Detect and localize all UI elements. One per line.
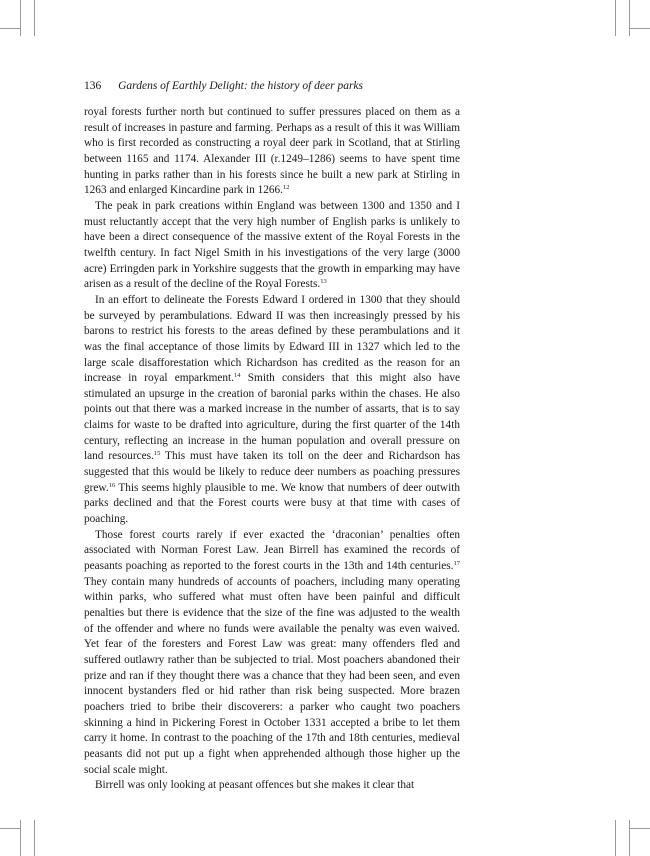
footnote-ref[interactable]: 13 [320, 278, 327, 286]
crop-mark [20, 820, 21, 856]
text-segment: In an effort to delineate the Forests Edward I ordered in 1300 that they should be surveyed by perambulations. Edward II was then increasingly pressed by his barons to restrict his forests to the areas defined by these perambulations and it was the final acceptance of those limits by Edward III in 1327 which led to the large scale disafforestation which Richardson has credited as the reason for an increase in royal emparkment. [84, 293, 460, 385]
crop-mark [0, 28, 20, 29]
crop-mark [20, 0, 21, 36]
crop-mark [34, 0, 35, 36]
text-segment: This seems highly plausible to me. We know that numbers of deer outwith parks declined and that the Forest courts were busy at that time with cases of poaching. [84, 481, 460, 526]
paragraph [84, 105, 460, 199]
crop-mark [630, 828, 650, 829]
text-segment: They contain many hundreds of accounts of poachers, including many operating within parks, who suffered what must often have been painful and difficult penalties but there is evidence that the size of the fine was adjusted to the wealth of the offender and where no funds were available the penalty was even waived. Yet fear of the foresters and Forest Law was great: many offenders fled and suffered outlawry rather than be subjected to trial. Most poachers abandoned their prize and ran if they thought there was a chance that they had been seen, and even innocent bystanders fled or hid rather than risk being suspected. More brazen poachers tried to bribe their discoverers: a parker who caught two poachers skinning a hind in Pickering Forest in October 1331 accepted a bribe to let them carry it home. In contrast to the poaching of the 17th and 18th centuries, medieval peasants did not put up a fight when apprehended although those higher up the social scale might. [84, 575, 460, 776]
footnote-ref[interactable]: 15 [153, 450, 161, 458]
text-segment: Those forest courts rarely if ever exacted the ‘draconian’ penalties often associated with Norman Forest Law. Jean Birrell has examined the records of peasants poaching as reported to the forest courts in the 13th and 14th centuries. [84, 528, 460, 573]
paragraph [84, 199, 460, 293]
text-segment: royal forests further north but continued to suffer pressures placed on them as a result of increases in pasture and farming. Perhaps as a result of this it was William who is first recorded as constructing a royal deer park in Scotland, that at Stirling between 1165 and 1174. Alexander III (r.1249–1286) seems to have spent time hunting in parks rather than in his forests since he built a new park at Stirling in 1263 and enlarged Kincardine park in 1266. [84, 106, 460, 197]
footnote-ref[interactable]: 14 [234, 372, 241, 380]
paragraph [84, 528, 460, 779]
page-number: 136 [84, 80, 102, 92]
body-text [84, 105, 460, 794]
crop-mark [0, 828, 20, 829]
footnote-ref[interactable]: 16 [108, 481, 116, 489]
footnote-ref[interactable]: 12 [283, 184, 290, 192]
crop-mark [630, 28, 650, 29]
text-segment: This must have taken its toll on the deer and Richardson has suggested that this would be likely to reduce deer numbers as poaching pressures grew. [84, 450, 460, 494]
crop-mark [629, 820, 630, 856]
text-segment: Birrell was only looking at peasant offences but she makes it clear that [95, 779, 415, 792]
crop-mark [34, 820, 35, 856]
crop-mark [615, 0, 616, 36]
crop-mark [629, 0, 630, 36]
running-head [84, 79, 363, 93]
text-segment: The peak in park creations within England was between 1300 and 1350 and I must reluctantly accept that the very high number of English parks is unlikely to have been a direct consequence of the massive extent of the Royal Forests in the twelfth century. In fact Nigel Smith in his investigations of the very large (3000 acre) Erringden park in Yorkshire suggests that the growth in emparking may have arisen as a result of the decline of the Royal Forests. [84, 199, 460, 291]
paragraph [84, 293, 460, 528]
running-title: Gardens of Earthly Delight: the history of deer parks [118, 80, 363, 92]
footnote-ref[interactable]: 17 [453, 560, 460, 568]
crop-mark [615, 820, 616, 856]
text-segment: Smith considers that this might also have stimulated an upsurge in the creation of baronial parks within the chases. He also points out that there was a marked increase in the number of assarts, that is to say claims for waste to be drafted into agriculture, during the first quarter of the 14th century, reflecting an increase in the human population and overall pressure on land resources. [84, 372, 461, 463]
paragraph [84, 778, 460, 794]
